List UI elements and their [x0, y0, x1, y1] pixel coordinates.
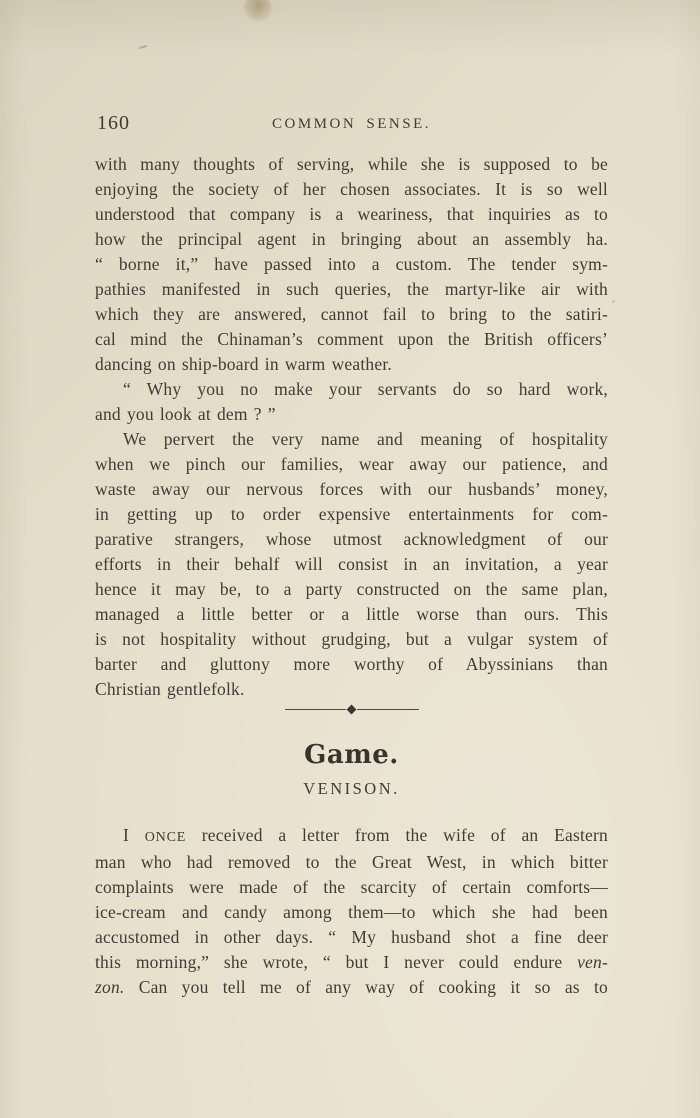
paper-fleck [139, 45, 147, 49]
paragraph [95, 823, 608, 1000]
text-line: understood that company is a weariness, that inquiries as to [95, 204, 608, 224]
text-line: dancing on ship-board in warm weather. [95, 354, 392, 374]
text-line: managed a little better or a little worse than ours. This [95, 604, 608, 624]
text-line: man who had removed to the Great West, in which bitter [95, 852, 608, 872]
running-head: COMMON SENSE. [271, 116, 432, 132]
text-line: Christian gentlefolk. [95, 679, 245, 699]
text-line: how the principal agent in bringing about an assembly ha. [95, 229, 608, 249]
text-segment-italic: zon. [95, 977, 125, 997]
text-line: waste away our nervous forces with our husbands’ money, [95, 479, 608, 499]
text-segment: this morning,” she wrote, “ but I never could endure [95, 952, 578, 972]
text-line: which they are answered, cannot fail to bring to the satiri- [95, 304, 608, 324]
text-line: “ borne it,” have passed into a custom. The tender sym- [95, 254, 608, 274]
text-line: and you look at dem ? ” [95, 404, 276, 424]
section-title: Game. [304, 740, 399, 770]
divider-rule-right [357, 709, 419, 710]
text-line: “ Why you no make your servants do so hard work, [123, 379, 608, 399]
text-segment: received a letter from the wife of an Eastern [186, 825, 608, 845]
text-line: parative strangers, whose utmost acknowledgment of our [95, 529, 608, 549]
paragraph [95, 377, 608, 427]
text-line: enjoying the society of her chosen associates. It is so well [95, 179, 608, 199]
text-line: when we pinch our families, wear away our patience, and [95, 454, 608, 474]
text-line: cal mind the Chinaman’s comment upon the British officers’ [95, 329, 608, 349]
text-block [95, 112, 608, 1000]
page-header [95, 112, 608, 138]
paper-stain [243, 0, 273, 22]
text-line: efforts in their behalf will consist in an invitation, a year [95, 554, 608, 574]
text-line: hence it may be, to a party constructed on the same plan, [95, 579, 608, 599]
text-line: We pervert the very name and meaning of hospitality [123, 429, 608, 449]
text-segment: Can you tell me of any way of cooking it so as to [124, 977, 608, 997]
text-segment-italic: ven- [577, 952, 608, 972]
text-line [95, 975, 608, 1000]
section-subtitle: VENISON. [303, 779, 400, 798]
text-line: accustomed in other days. “ My husband shot a fine deer [95, 927, 608, 947]
text-segment: I [123, 825, 145, 845]
divider-rule-left [285, 709, 347, 710]
paragraph [95, 152, 608, 377]
text-line [95, 950, 608, 975]
text-line: with many thoughts of serving, while she is supposed to be [95, 154, 608, 174]
paragraph [95, 427, 608, 702]
page-number: 160 [97, 112, 130, 134]
divider-diamond-ornament [347, 705, 357, 715]
paper-fleck [612, 300, 615, 303]
text-line [95, 823, 608, 850]
text-segment-smallcaps: ONCE [144, 830, 187, 845]
text-line: in getting up to order expensive entertainments for com- [95, 504, 608, 524]
text-line: barter and gluttony more worthy of Abyssinians than [95, 654, 608, 674]
text-line: complaints were made of the scarcity of certain comforts— [95, 877, 608, 897]
text-line: ice-cream and candy among them—to which she had been [95, 902, 608, 922]
text-line: is not hospitality without grudging, but a vulgar system of [95, 629, 608, 649]
text-line: pathies manifested in such queries, the martyr-like air with [95, 279, 608, 299]
section-divider [285, 705, 419, 714]
